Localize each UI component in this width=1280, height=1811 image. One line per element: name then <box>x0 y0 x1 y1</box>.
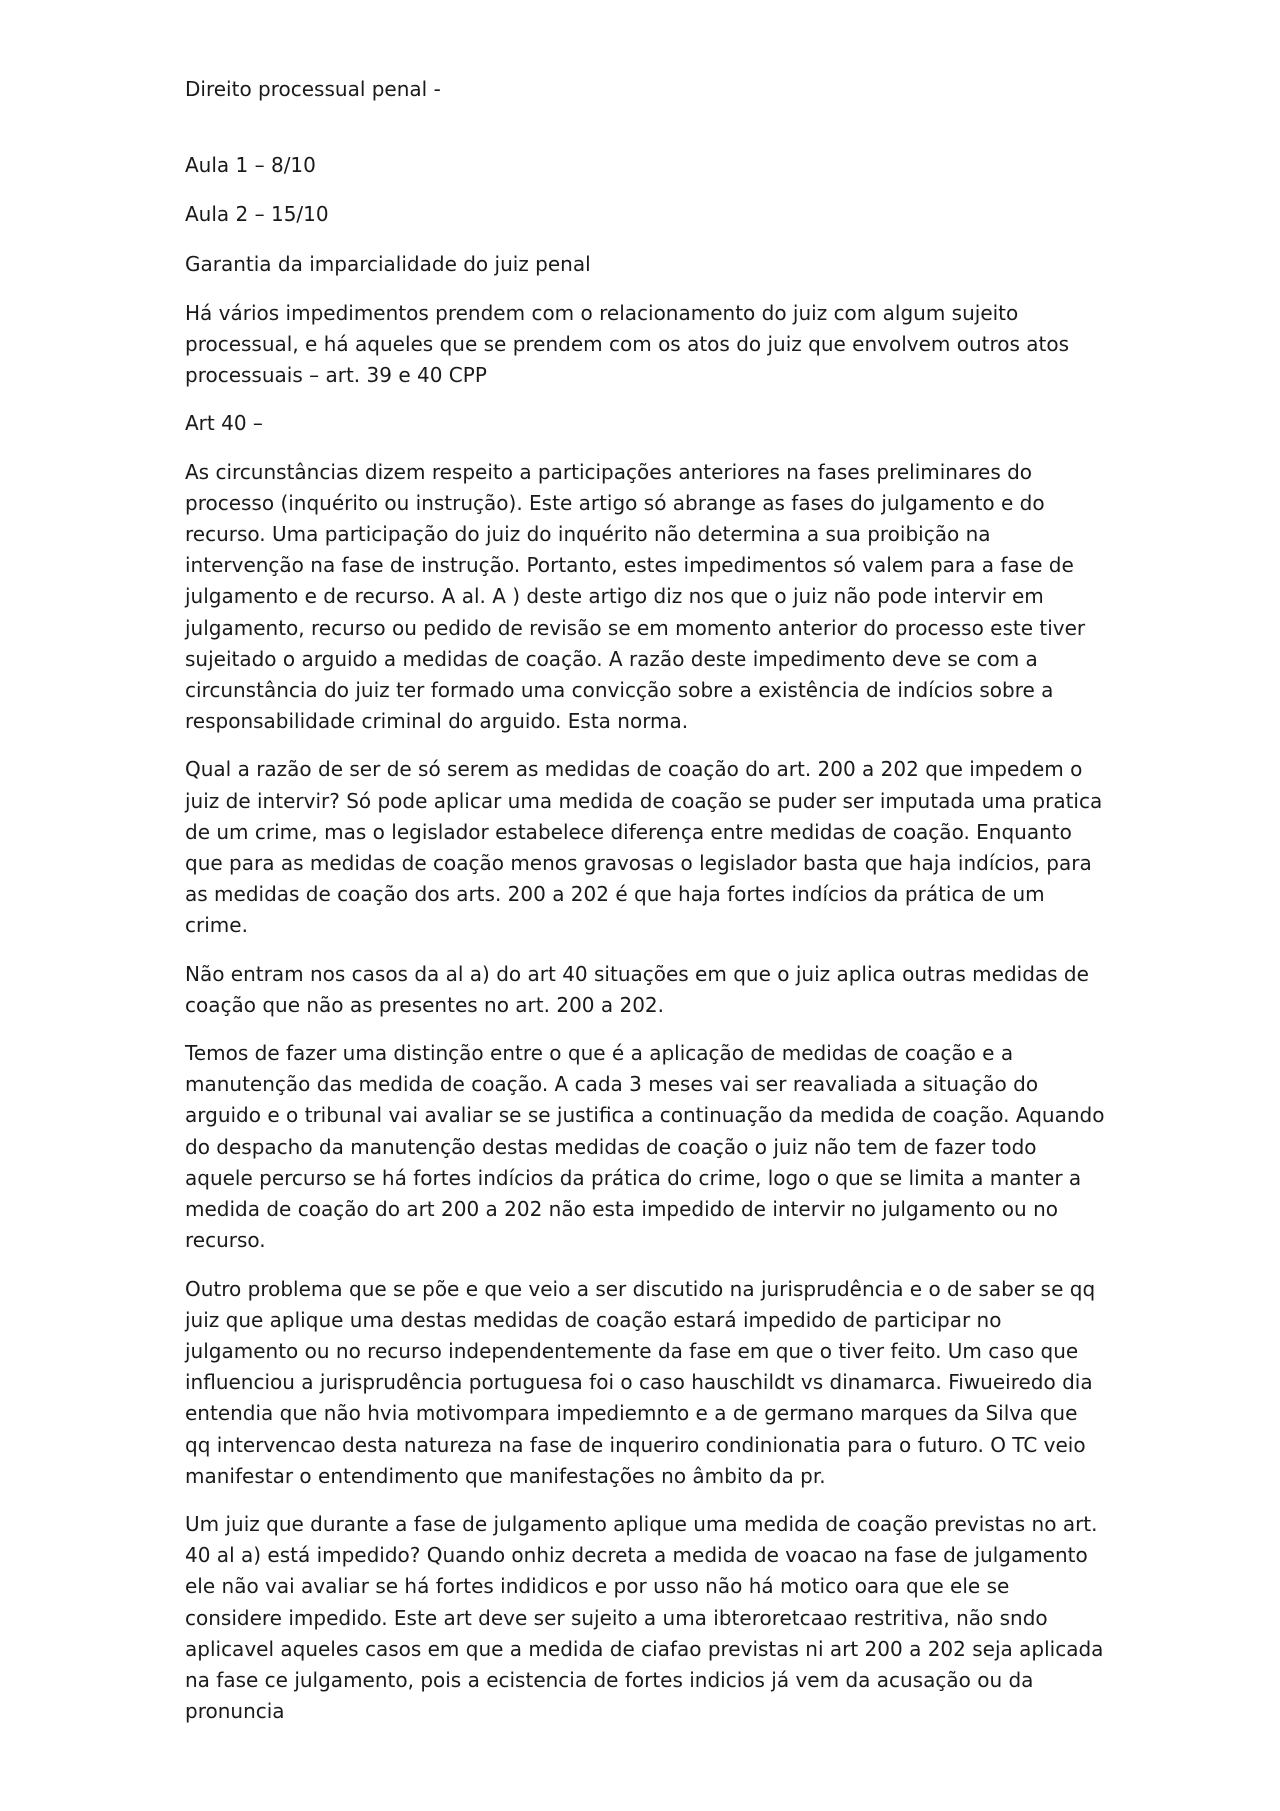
paragraph: Qual a razão de ser de só serem as medidas de coação do art. 200 a 202 que impedem o juiz de intervir? Só pode aplicar uma medida de coação se puder ser imputada uma pratica de um crime, mas o legislador estabelece diferença entre medidas de coação. Enquanto que para as medidas de coação menos gravosas o legislador basta que haja indícios, para as medidas de coação dos arts. 200 a 202 é que haja fortes indícios da prática de um crime. <box>185 757 1103 938</box>
document-title: Direito processual penal - <box>185 77 441 101</box>
document-page <box>185 74 1105 1744</box>
paragraph: Há vários impedimentos prendem com o relacionamento do juiz com algum sujeito processual, e há aqueles que se prendem com os atos do juiz que envolvem outros atos processuais – art. 39 e 40 CPP <box>185 300 1070 388</box>
lesson-2: Aula 2 – 15/10 <box>185 202 329 227</box>
paragraph: Temos de fazer uma distinção entre o que é a aplicação de medidas de coação e a manutenção das medida de coação. A cada 3 meses vai ser reavaliada a situação do arguido e o tribunal vai avaliar se se justifica a continuação da medida de coação. Aquando do despacho da manutenção destas medidas de coação o juiz não tem de fazer todo aquele percurso se há fortes indícios da prática do crime, logo o que se limita a manter a medida de coação do art 200 a 202 não esta impedido de intervir no julgamento ou no recurso. <box>185 1041 1105 1253</box>
section-heading: Garantia da imparcialidade do juiz penal <box>185 251 591 276</box>
paragraph: Outro problema que se põe e que veio a ser discutido na jurisprudência e o de saber se qq juiz que aplique uma destas medidas de coação estará impedido de participar no julgamento ou no recurso independentemente da fase em que o tiver feito. Um caso que influenciou a jurisprudência portuguesa foi o caso hauschildt vs dinamarca. Fiwueiredo dia entendia que não hvia motivompara impediemnto e a de germano marques da Silva que qq intervencao desta natureza na fase de inqueriro condinionatia para o futuro. O TC veio manifestar o entendimento que manifestações no âmbito da pr. <box>185 1276 1096 1488</box>
paragraph: As circunstâncias dizem respeito a participações anteriores na fases preliminares do processo (inquérito ou instrução). Este artigo só abrange as fases do julgamento e do recurso. Uma participação do juiz do inquérito não determina a sua proibição na intervenção na fase de instrução. Portanto, estes impedimentos só valem para a fase de julgamento e de recurso. A al. A ) deste artigo diz nos que o juiz não pode intervir em julgamento, recurso ou pedido de revisão se em momento anterior do processo este tiver sujeitado o arguido a medidas de coação. A razão deste impedimento deve se com a circunstância do juiz ter formado uma convicção sobre a existência de indícios sobre a responsabilidade criminal do arguido. Esta norma. <box>185 459 1086 734</box>
paragraph: Um juiz que durante a fase de julgamento aplique uma medida de coação previstas no art. 40 al a) está impedido? Quando onhiz decreta a medida de voacao na fase de julgamento ele não vai avaliar se há fortes indidicos e por usso não há motico oara que ele se considere impedido. Este art deve ser sujeito a uma ibteroretcaao restritiva, não sndo aplicavel aqueles casos em que a medida de ciafao previstas ni art 200 a 202 seja aplicada na fase ce julgamento, pois a ecistencia de fortes indicios já vem da acusação ou da pronuncia <box>185 1511 1104 1724</box>
lesson-1: Aula 1 – 8/10 <box>185 153 316 178</box>
paragraph: Não entram nos casos da al a) do art 40 situações em que o juiz aplica outras medidas de coação que não as presentes no art. 200 a 202. <box>185 961 1089 1017</box>
paragraph: Art 40 – <box>185 411 263 436</box>
